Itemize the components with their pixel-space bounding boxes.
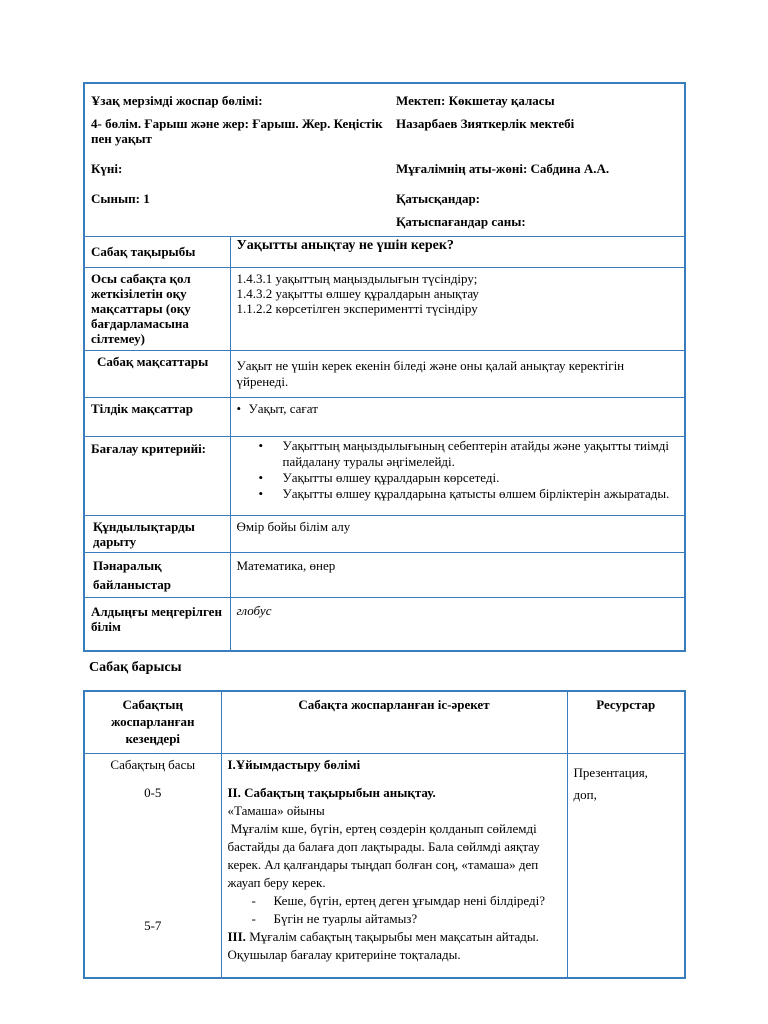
teacher-label: Мұғалімнің аты-жөні: Сабдина А.А. <box>396 161 610 176</box>
present-label: Қатысқандар: <box>396 191 481 206</box>
activity-part3: III. Мұғалім сабақтың тақырыбы мен мақсатын айтады. Оқушылар бағалау критериіне тоқталады. <box>227 928 543 962</box>
objective-item: 1.4.3.2 уақытты өлшеу құралдарын анықтау <box>236 286 479 301</box>
crosscurr-value: Математика, өнер <box>230 553 685 598</box>
objectives-label: Осы сабақта қол жеткізілетін оқу мақсаттары (оқу бағдарламасына сілтемеу) <box>84 268 230 351</box>
question-item: - Бүгін не туарлы айтамыз? <box>251 910 418 926</box>
dash-icon: - <box>251 892 256 908</box>
language-label: Тілдік мақсаттар <box>84 398 230 437</box>
values-value: Өмір бойы білім алу <box>230 516 685 553</box>
bullet-icon: • <box>236 401 242 416</box>
criteria-item: • Уақытты өлшеу құралдарын көрсетеді. <box>258 470 500 485</box>
activity-cell <box>221 753 567 978</box>
long-term-plan-label: Ұзақ мерзімді жоспар бөлімі: <box>91 93 263 108</box>
topic-label: Сабақ тақырыбы <box>84 237 230 268</box>
criteria-label: Бағалау критерийі: <box>84 437 230 516</box>
stage-time: 5-7 <box>144 917 162 933</box>
section-title: 4- бөлім. Ғарыш және жер: Ғарыш. Жер. Кеңістік пен уақыт <box>91 116 383 146</box>
bullet-icon: • <box>258 438 264 453</box>
crosscurr-label: Пәнаралық байланыстар <box>84 553 230 598</box>
lesson-progress-title: Сабақ барысы <box>89 660 182 675</box>
resource-item: Презентация, <box>573 764 648 780</box>
date-label: Күні: <box>91 161 123 176</box>
resource-item: доп, <box>573 786 597 802</box>
objectives-cell <box>230 268 685 351</box>
col-resources-header: Ресурстар <box>567 691 685 753</box>
plan-table <box>83 82 686 652</box>
criteria-cell <box>230 437 685 516</box>
criteria-item: • Уақытты өлшеу құралдарына қатысты өлшем бірліктерін ажыратады. <box>258 486 670 501</box>
stage-name: Сабақтың басы <box>110 756 196 772</box>
activity-part1: I.Ұйымдастыру бөлімі <box>227 756 361 772</box>
values-label: Құндылықтарды дарыту <box>84 516 230 553</box>
dash-icon: - <box>251 910 256 926</box>
criteria-item: • Уақыттың маңыздылығының себептерін атайды және уақытты тиімді пайдалану туралы әңгімелейді. <box>258 438 670 469</box>
objective-item: 1.4.3.1 уақыттың маңыздылығын түсіндіру; <box>236 271 478 286</box>
absent-label: Қатыспағандар саны: <box>396 214 526 229</box>
prior-label: Алдыңғы меңгерілген білім <box>84 598 230 651</box>
topic-value: Уақытты анықтау не үшін керек? <box>230 237 685 268</box>
prior-value: глобус <box>230 598 685 651</box>
objective-item: 1.1.2.2 көрсетілген экспериментті түсіндіру <box>236 301 478 316</box>
grade-label: Сынып: 1 <box>91 191 150 206</box>
language-cell <box>230 398 685 437</box>
activity-game: «Тамаша» ойыны <box>227 802 325 818</box>
stage-cell <box>84 753 221 978</box>
activity-paragraph: Мұғалім кше, бүгін, ертең сөздерін қолданып сөйлемді бастайды да балаға доп лақтырады. Бала сөйлмді аяқтау керек. Ал қалғандары тыңдап болған соң, «тамаша» деп жауап беру керек. <box>227 820 544 890</box>
col-stage-header: Сабақтың жоспарланған кезеңдері <box>84 691 221 753</box>
school-label: Мектеп: Көкшетау қаласы <box>396 93 555 108</box>
header-cell <box>84 83 685 237</box>
stage-time: 0-5 <box>144 784 162 800</box>
lesson-table <box>83 690 686 979</box>
resources-cell <box>567 753 685 978</box>
col-activity-header: Сабақта жоспарланған іс-әрекет <box>221 691 567 753</box>
lesson-goals-value: Уақыт не үшін керек екенін біледі және оны қалай анықтау керектігін үйренеді. <box>230 351 685 398</box>
activity-part2: II. Сабақтың тақырыбын анықтау. <box>227 784 436 800</box>
language-item: • Уақыт, сағат <box>236 401 318 416</box>
bullet-icon: • <box>258 470 264 485</box>
school-name: Назарбаев Зияткерлік мектебі <box>396 116 575 131</box>
bullet-icon: • <box>258 486 264 501</box>
lesson-goals-label: Сабақ мақсаттары <box>84 351 230 398</box>
question-item: - Кеше, бүгін, ертең деген ұғымдар нені білдіреді? <box>251 892 546 908</box>
